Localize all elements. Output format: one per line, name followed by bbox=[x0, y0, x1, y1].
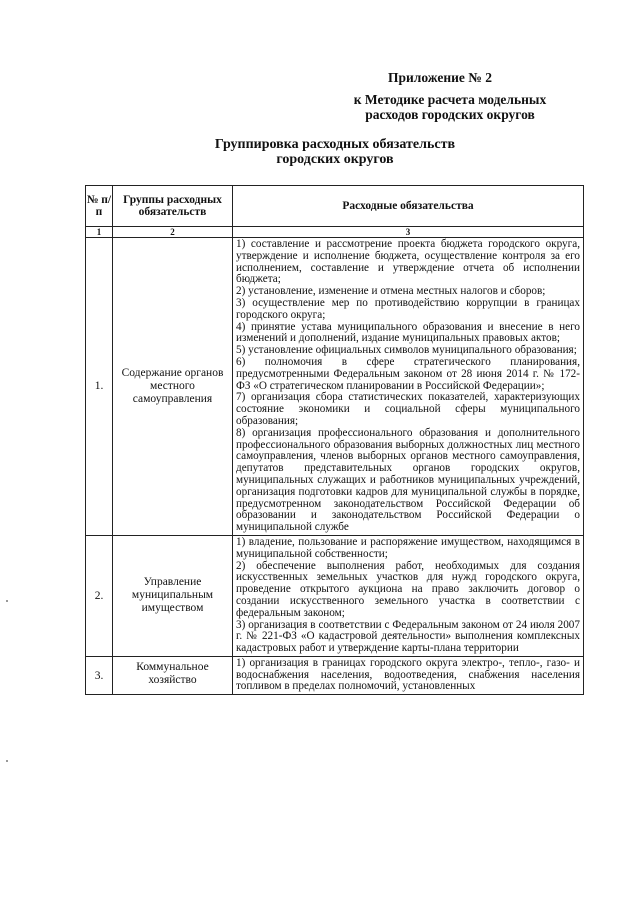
row-obligations bbox=[233, 535, 584, 656]
obligation-item: 8) организация профессионального образования и дополнительного профессионального образования выборных должностных лиц местного самоуправления, членов выборных органов местного самоуправления, депутатов представительных органов городских округов, муниципальных служащих и работников муниципальных учреждений, организация подготовки кадров для муниципальной службы в порядке, предусмотренном законодательством Российской Федерации об образовании и законодательством Российской Федерации о муниципальной службе bbox=[236, 426, 580, 534]
document-title: Группировка расходных обязательств городских округов bbox=[214, 137, 456, 167]
obligation-item: 1) организация в границах городского округа электро-, тепло-, газо- и водоснабжения населения, водоотведения, снабжения населения топливом в пределах полномочий, установленных bbox=[236, 656, 580, 693]
column-number: 1 bbox=[86, 227, 113, 238]
column-header-number: № п/п bbox=[86, 186, 113, 227]
obligation-item: 5) установление официальных символов муниципального образования; bbox=[236, 344, 577, 357]
appendix-label: Приложение № 2 bbox=[388, 70, 492, 85]
obligation-item: 1) составление и рассмотрение проекта бюджета городского округа, утверждение и исполнение бюджета, осуществление контроля за его исполнением, составление и утверждение отчета об исполнении бюджета; bbox=[236, 238, 580, 286]
column-number: 2 bbox=[113, 227, 233, 238]
obligation-item: 1) владение, пользование и распоряжение имуществом, находящимся в муниципальной собственности; bbox=[236, 535, 580, 560]
obligation-item: 3) организация в соответствии с Федеральным законом от 24 июля 2007 г. № 221-ФЗ «О кадастровой деятельности» выполнения комплексных кадастровых работ и утверждение карты-плана территории bbox=[236, 618, 580, 655]
row-group: Содержание органов местного самоуправления bbox=[113, 238, 233, 536]
obligation-item: 3) осуществление мер по противодействию коррупции в границах городского округа; bbox=[236, 296, 580, 321]
margin-mark bbox=[6, 760, 8, 762]
row-obligations bbox=[233, 238, 584, 536]
obligation-item: 2) установление, изменение и отмена местных налогов и сборов; bbox=[236, 285, 546, 298]
appendix-subtitle: к Методике расчета модельных расходов городских округов bbox=[353, 92, 547, 122]
column-header-group: Группы расходных обязательств bbox=[113, 186, 233, 227]
row-group: Управление муниципальным имуществом bbox=[113, 535, 233, 656]
table-row bbox=[86, 656, 584, 694]
margin-mark bbox=[6, 600, 8, 602]
obligation-item: 4) принятие устава муниципального образования и внесение в него изменений и дополнений, издание муниципальных правовых актов; bbox=[236, 320, 580, 345]
column-numbers-row bbox=[86, 227, 584, 238]
obligation-item: 6) полномочия в сфере стратегического планирования, предусмотренными Федеральным законом от 28 июня 2014 г. № 172-ФЗ «О стратегическом планировании в Российской Федерации»; bbox=[236, 355, 580, 392]
row-group: Коммунальное хозяйство bbox=[113, 656, 233, 694]
column-header-obligations: Расходные обязательства bbox=[233, 186, 584, 227]
row-number: 1. bbox=[86, 238, 113, 536]
row-obligations bbox=[233, 656, 584, 694]
row-number: 3. bbox=[86, 656, 113, 694]
column-number: 3 bbox=[233, 227, 584, 238]
table-row bbox=[86, 238, 584, 536]
obligation-item: 7) организация сбора статистических показателей, характеризующих состояние экономики и социальной сферы муниципального образования; bbox=[236, 391, 580, 427]
table-row bbox=[86, 535, 584, 656]
obligations-table bbox=[85, 185, 584, 695]
row-number: 2. bbox=[86, 535, 113, 656]
obligation-item: 2) обеспечение выполнения работ, необходимых для создания искусственных земельных участков для нужд городского округа, проведение открытого аукциона на право заключить договор о создании искусственного земельного участка в соответствии с федеральным законом; bbox=[236, 559, 580, 619]
table-header-row bbox=[86, 186, 584, 227]
